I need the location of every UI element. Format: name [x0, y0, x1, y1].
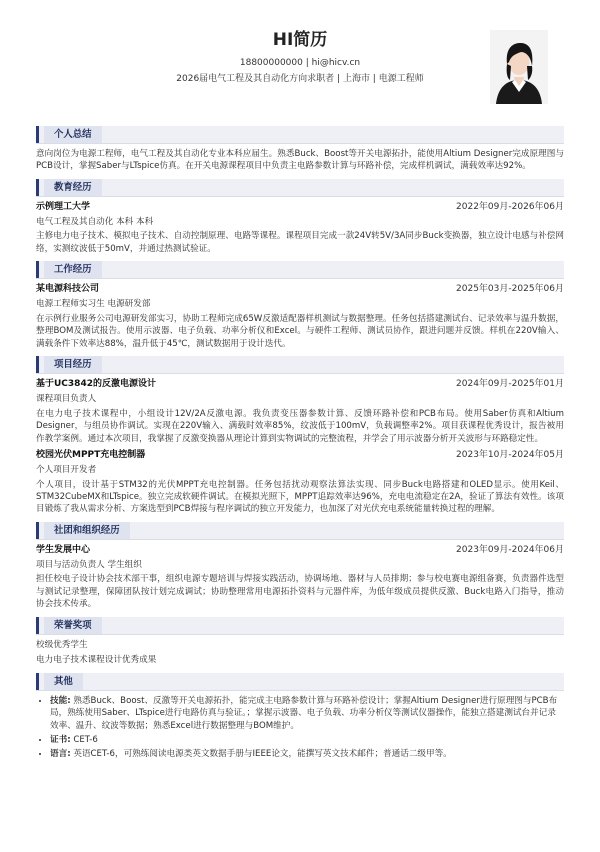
candidate-name: HI简历	[272, 30, 328, 50]
other-item-text: 英语CET-6，可熟练阅读电源类英文数据手册与IEEE论文，能撰写英文技术邮件；普通话二级甲等。	[70, 749, 452, 760]
other-item-label: 技能:	[50, 695, 71, 706]
section-honors-header	[36, 617, 564, 635]
other-item-languages	[50, 748, 564, 760]
honor-item: 电力电子技术课程设计优秀成果	[36, 655, 157, 666]
education-date: 2022年09月-2026年06月	[456, 201, 564, 212]
section-education-header	[36, 179, 564, 197]
work-entry	[36, 283, 564, 350]
campus-entry	[36, 544, 564, 611]
profile-photo	[490, 30, 548, 104]
project-entry	[36, 378, 564, 445]
section-accent-bar	[36, 261, 39, 278]
section-accent-bar	[36, 522, 39, 539]
section-accent-bar	[36, 356, 39, 373]
education-entry	[36, 201, 564, 255]
project-role: 课程项目负责人	[36, 394, 97, 405]
other-item-text: 熟悉Buck、Boost、反激等开关电源拓扑，能完成主电路参数计算与环路补偿设计；掌握Altium Designer进行原理图与PCB布局，熟练使用Saber、LTspice进行电路仿真与验证。；掌握示波器、电子负载、功率分析仪等测试仪器操作，能独立搭建测试台并记录效率、温升、纹波等数据；熟悉Excel进行数据整理与BOM维护。	[50, 695, 558, 731]
section-work-header	[36, 261, 564, 279]
organization-name: 学生发展中心	[36, 544, 91, 555]
honor-item: 校级优秀学生	[36, 639, 88, 650]
other-list	[36, 695, 564, 761]
other-item-skills	[50, 695, 564, 732]
other-item-certificates	[50, 734, 564, 746]
person-portrait-icon	[490, 30, 548, 104]
school-name: 示例理工大学	[36, 201, 91, 212]
section-summary-header	[36, 126, 564, 144]
section-accent-bar	[36, 126, 39, 143]
other-item-label: 语言:	[50, 749, 71, 760]
resume-header	[36, 30, 564, 120]
section-accent-bar	[36, 617, 39, 634]
company-name: 某电源科技公司	[36, 284, 100, 295]
campus-description: 担任校电子设计协会技术部干事，组织电源专题培训与焊接实践活动，协调场地、器材与人员排期；参与校电赛电源组备赛，负责器件选型与测试记录整理，保障团队按计划完成调试；协助整理常用电源拓扑资料与元器件库，为低年级成员提供反激、Buck电路入门指导，推动协会技术传承。	[36, 574, 564, 610]
summary-text: 意向岗位为电源工程师，电气工程及其自动化专业本科应届生。熟悉Buck、Boost等开关电源拓扑，能使用Altium Designer完成原理图与PCB设计，掌握Saber与LTspice仿真。在开关电源课程项目中负责主电路参数计算与环路补偿，完成样机调试，满载效率达92%。	[36, 149, 564, 172]
campus-date: 2023年09月-2024年06月	[456, 544, 564, 555]
campus-role: 项目与活动负责人 学生组织	[36, 559, 142, 570]
project-date: 2023年10月-2024年05月	[456, 450, 564, 461]
section-accent-bar	[36, 673, 39, 690]
project-description: 在电力电子技术课程中，小组设计12V/2A反激电源。我负责变压器参数计算、反馈环路补偿和PCB布局。使用Saber仿真和Altium Designer，与组员协作调试。实现在220V输入、满载时效率85%，纹波低于100mV，负载调整率2%。项目获课程优秀设计，报告被用作教学案例。通过本次项目，我掌握了反激变换器从理论计算到实物调试的完整流程，并学会了用示波器分析开关波形与环路稳定性。	[36, 408, 564, 444]
section-honors-title: 荣誉奖项	[44, 617, 102, 634]
other-item-label: 证书:	[50, 735, 71, 746]
section-work-title: 工作经历	[44, 261, 102, 278]
section-campus-title: 社团和组织经历	[44, 522, 130, 539]
section-education-title: 教育经历	[44, 179, 102, 196]
section-accent-bar	[36, 179, 39, 196]
section-summary-title: 个人总结	[44, 126, 102, 143]
contact-info: 18800000000 | hi@hicv.cn	[239, 58, 361, 69]
project-name: 基于UC3842的反激电源设计	[36, 379, 156, 390]
work-date: 2025年03月-2025年06月	[456, 284, 564, 295]
section-other-header	[36, 673, 564, 691]
education-major: 电气工程及其自动化 本科 本科	[36, 216, 154, 227]
project-date: 2024年09月-2025年01月	[456, 379, 564, 390]
project-entry	[36, 449, 564, 516]
section-projects-title: 项目经历	[44, 356, 102, 373]
work-description: 在示例行业服务公司电源研发部实习，协助工程师完成65W反激适配器样机测试与数据整理。任务包括搭建测试台、记录效率与温升数据，整理BOM及测试报告。使用示波器、电子负载、功率分析仪和Excel。与硬件工程师、测试员协作，跟进问题并反馈。样机在220V输入、满载条件下效率达88%，温升低于45℃，测试数据用于设计迭代。	[36, 313, 564, 349]
education-description: 主修电力电子技术、模拟电子技术、自动控制原理、电路等课程。课程项目完成一款24V转5V/3A同步Buck变换器，独立设计电感与补偿网络，实测纹波低于50mV，并通过热测试验证。	[36, 231, 564, 254]
project-description: 个人项目，设计基于STM32的光伏MPPT充电控制器。任务包括扰动观察法算法实现、同步Buck电路搭建和OLED显示。使用Keil、STM32CubeMX和LTspice。独立完成软硬件调试。在模拟光照下，MPPT追踪效率达96%，充电电流稳定在2A，验证了算法有效性。该项目锻炼了我从需求分析、方案选型到PCB焊接与程序调试的独立开发能力，也加深了对光伏充电系统能量转换过程的理解。	[36, 479, 564, 515]
job-intent: 2026届电气工程及其自动化方向求职者 | 上海市 | 电源工程师	[176, 74, 424, 85]
project-role: 个人项目开发者	[36, 465, 97, 476]
project-name: 校园光伏MPPT充电控制器	[36, 450, 146, 461]
section-campus-header	[36, 522, 564, 540]
work-role: 电源工程师实习生 电源研发部	[36, 299, 151, 310]
section-other-title: 其他	[44, 673, 83, 690]
other-item-text: CET-6	[70, 735, 98, 746]
section-projects-header	[36, 356, 564, 374]
